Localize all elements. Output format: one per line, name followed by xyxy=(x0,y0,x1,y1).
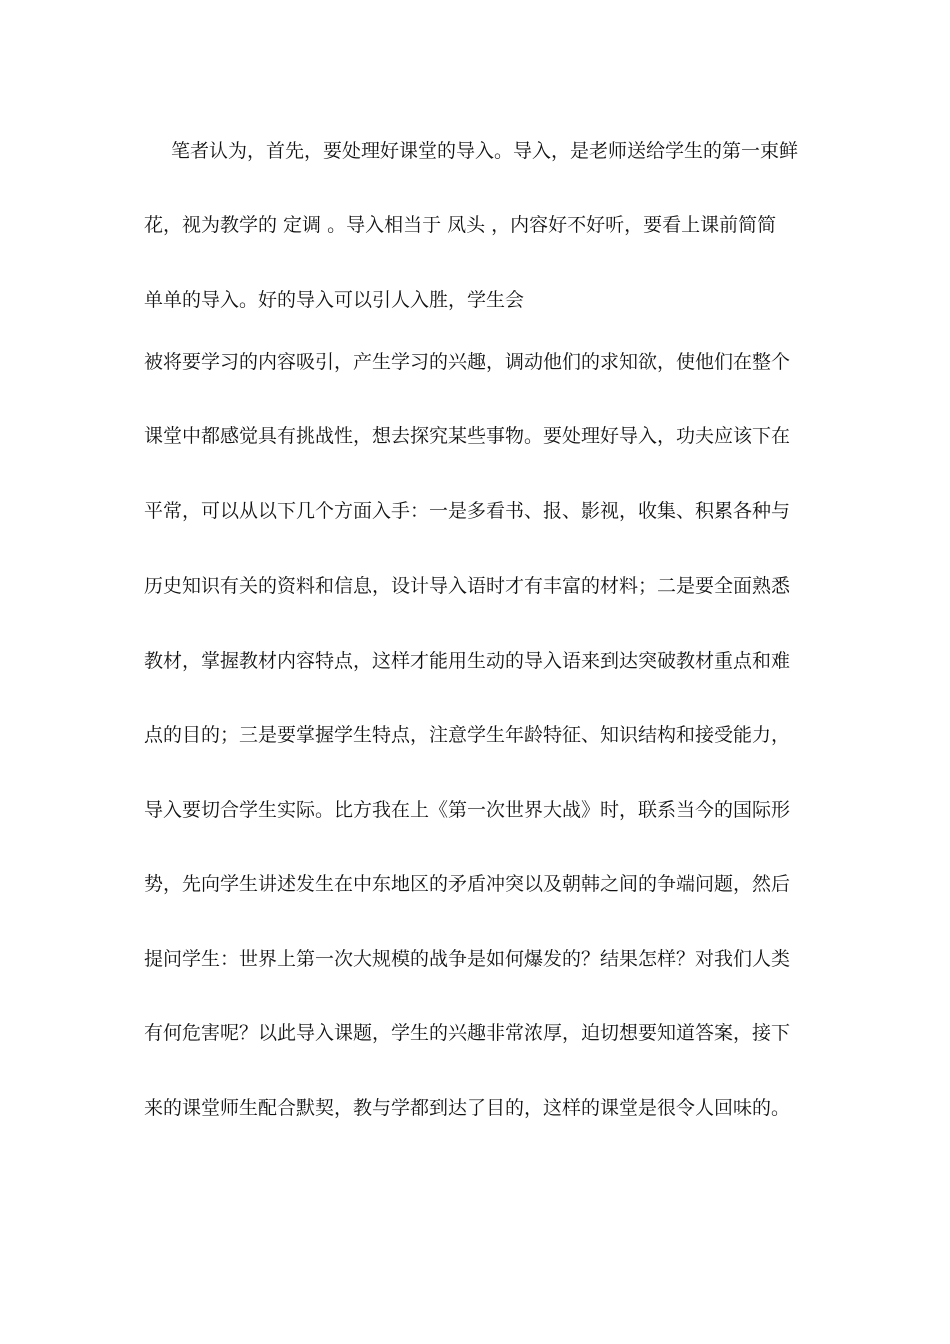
text-line-1: 笔者认为，首先，要处理好课堂的导入。导入，是老师送给学生的第一束鲜 xyxy=(171,140,799,162)
text-line-14: 来的课堂师生配合默契，教与学都到达了目的，这样的课堂是很令人回味的。 xyxy=(144,1097,791,1119)
text-line-11: 势，先向学生讲述发生在中东地区的矛盾冲突以及朝韩之间的争端问题，然后 xyxy=(144,873,791,895)
text-line-8: 教材，掌握教材内容特点，这样才能用生动的导入语来到达突破教材重点和难 xyxy=(144,650,791,672)
text-line-2: 花，视为教学的 定调 。导入相当于 凤头 ，内容好不好听，要看上课前简简 xyxy=(144,214,777,236)
text-line-10: 导入要切合学生实际。比方我在上《第一次世界大战》时，联系当今的国际形 xyxy=(144,799,791,821)
text-line-13: 有何危害呢？以此导入课题，学生的兴趣非常浓厚，迫切想要知道答案，接下 xyxy=(144,1022,791,1044)
text-line-3: 单单的导入。好的导入可以引人入胜，学生会 xyxy=(144,289,525,311)
text-line-7: 历史知识有关的资料和信息，设计导入语时才有丰富的材料；二是要全面熟悉 xyxy=(144,575,791,597)
text-line-12: 提问学生：世界上第一次大规模的战争是如何爆发的？结果怎样？对我们人类 xyxy=(144,948,791,970)
text-line-6: 平常，可以从以下几个方面入手：一是多看书、报、影视，收集、积累各种与 xyxy=(144,500,791,522)
text-line-5: 课堂中都感觉具有挑战性，想去探究某些事物。要处理好导入，功夫应该下在 xyxy=(144,425,791,447)
text-line-4: 被将要学习的内容吸引，产生学习的兴趣，调动他们的求知欲，使他们在整个 xyxy=(144,351,791,373)
text-line-9: 点的目的；三是要掌握学生特点，注意学生年龄特征、知识结构和接受能力， xyxy=(144,724,791,746)
